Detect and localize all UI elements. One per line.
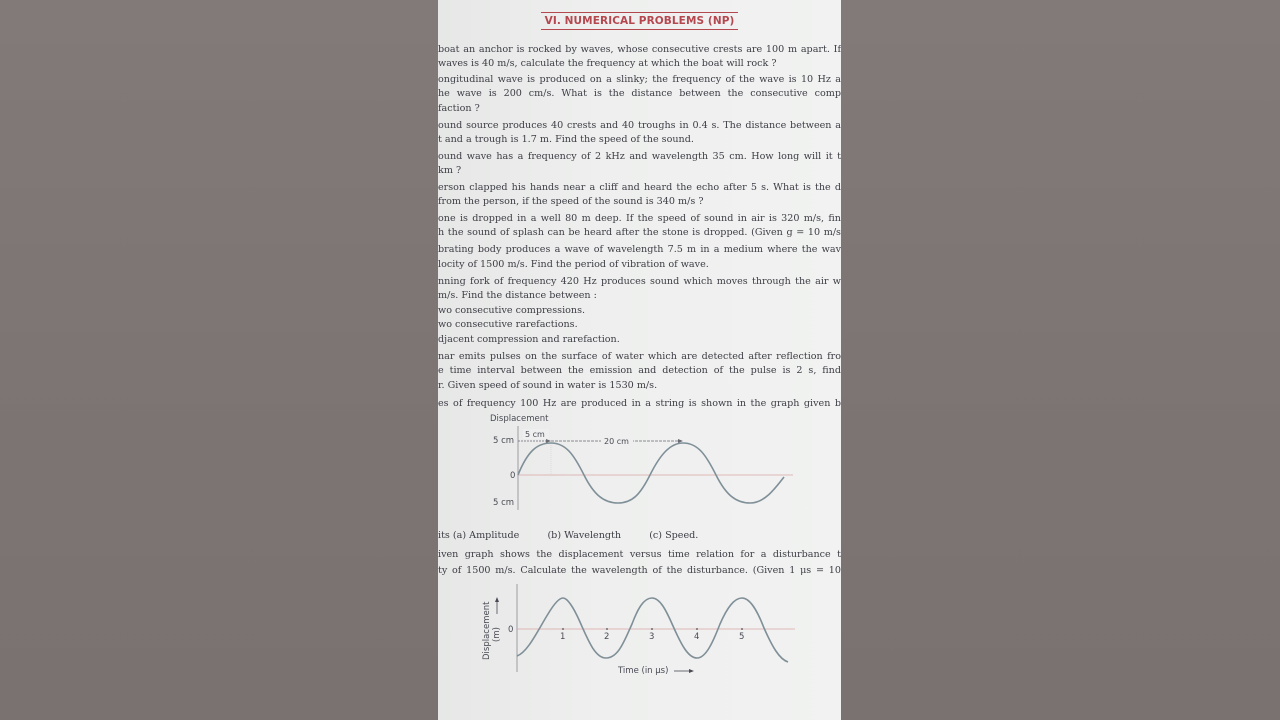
background-right — [841, 0, 1280, 720]
problem-line: one is dropped in a well 80 m deep. If the speed of sound in air is 320 m/s, fin — [438, 213, 841, 224]
graph1-wave-curve — [518, 443, 784, 503]
problem-line: t and a trough is 1.7 m. Find the speed of the sound. — [438, 134, 694, 145]
problem-line: boat an anchor is rocked by waves, whose consecutive crests are 100 m apart. If — [438, 44, 841, 55]
problem-line: e time interval between the emission and detection of the pulse is 2 s, find — [438, 365, 841, 376]
graph2-tick-label: 1 — [560, 632, 566, 642]
textbook-page — [438, 0, 841, 720]
graph1-quarter-label: 5 cm — [525, 430, 545, 439]
graph2-tick-label: 5 — [739, 632, 745, 642]
graph2-ylabel-unit: (m) — [492, 627, 502, 642]
section-heading: VI. NUMERICAL PROBLEMS (NP) — [541, 12, 739, 30]
problem-line: es of frequency 100 Hz are produced in a string is shown in the graph given b — [438, 398, 841, 409]
problem-line: erson clapped his hands near a cliff and heard the echo after 5 s. What is the d — [438, 182, 841, 193]
graph2-tick-label: 2 — [604, 632, 610, 642]
find-speed: (c) Speed. — [649, 530, 699, 541]
arrow-right-icon — [689, 669, 694, 673]
graph1-ylabel: Displacement — [490, 414, 549, 424]
problem-line: he wave is 200 cm/s. What is the distance between the consecutive comp — [438, 88, 841, 99]
arrow-up-icon — [495, 597, 499, 602]
find-wavelength: (b) Wavelength — [547, 530, 622, 541]
problem-line: brating body produces a wave of wavelength 7.5 m in a medium where the wav — [438, 244, 841, 255]
problem-line: nning fork of frequency 420 Hz produces sound which moves through the air w — [438, 276, 841, 287]
problem-line: iven graph shows the displacement versus time relation for a disturbance t — [438, 549, 841, 560]
graph2-zero: 0 — [508, 625, 514, 635]
graph1-amplitude-top: 5 cm — [493, 436, 515, 446]
problem-line: wo consecutive rarefactions. — [438, 319, 578, 330]
graph2-tick-label: 4 — [694, 632, 700, 642]
problem-line: ound wave has a frequency of 2 kHz and wavelength 35 cm. How long will it t — [438, 151, 841, 162]
graph2-xlabel: Time (in μs) — [618, 666, 669, 676]
graph1-amplitude-bottom: 5 cm — [493, 498, 515, 508]
problem-line: from the person, if the speed of the sound is 340 m/s ? — [438, 196, 704, 207]
wave-graph-1 — [438, 410, 841, 520]
problem-line: ty of 1500 m/s. Calculate the wavelength of the disturbance. (Given 1 μs = 10 — [438, 565, 841, 576]
problem-line: nar emits pulses on the surface of water which are detected after reflection fro — [438, 351, 841, 362]
problem-line: r. Given speed of sound in water is 1530 m/s. — [438, 380, 658, 391]
problem-line: ongitudinal wave is produced on a slinky; the frequency of the wave is 10 Hz a — [438, 74, 841, 85]
find-amplitude: its (a) Amplitude — [438, 530, 520, 541]
problem-line: km ? — [438, 165, 462, 176]
problem-line: wo consecutive compressions. — [438, 305, 586, 316]
problem-line: m/s. Find the distance between : — [438, 290, 597, 301]
graph2-ylabel: Displacement — [482, 601, 492, 660]
wave-graph-2 — [438, 580, 841, 680]
problem-line: h the sound of splash can be heard after the stone is dropped. (Given g = 10 m/s — [438, 227, 841, 238]
graph2-wave-curve — [517, 598, 788, 662]
problem-line: ound source produces 40 crests and 40 troughs in 0.4 s. The distance between a — [438, 120, 841, 131]
background-left — [0, 0, 438, 720]
problem-line: djacent compression and rarefaction. — [438, 334, 620, 345]
graph1-wavelength-label: 20 cm — [604, 437, 629, 446]
problem-line: locity of 1500 m/s. Find the period of vibration of wave. — [438, 259, 709, 270]
graph1-zero: 0 — [510, 471, 516, 481]
problem-line: faction ? — [438, 103, 480, 114]
problem-line: waves is 40 m/s, calculate the frequency at which the boat will rock ? — [438, 58, 777, 69]
graph2-tick-label: 3 — [649, 632, 655, 642]
